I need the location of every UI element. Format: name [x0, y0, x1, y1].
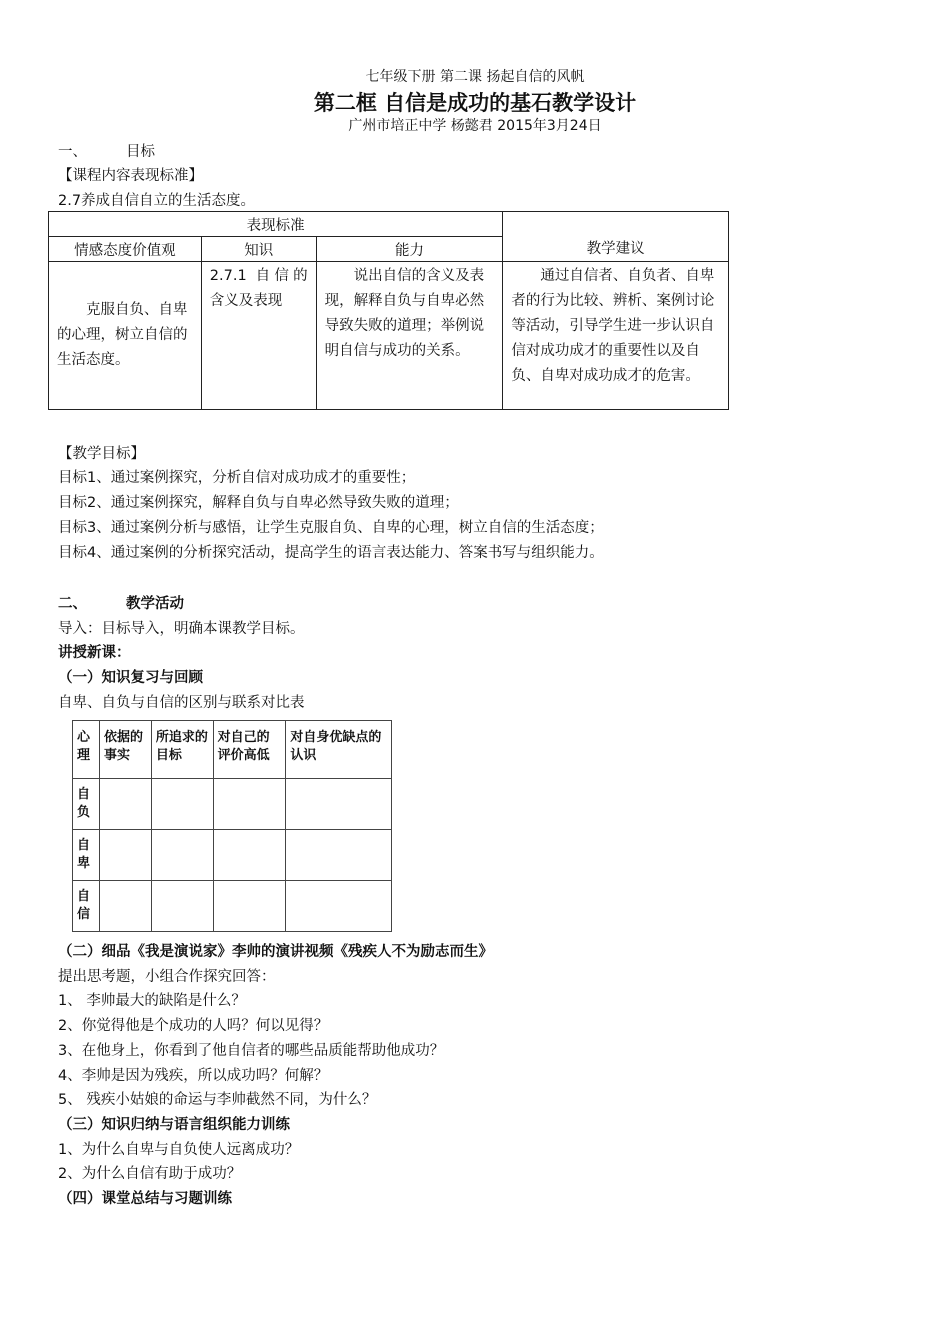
part2-prompt: 提出思考题，小组合作探究回答： [58, 969, 276, 985]
intro-text: 导入：目标导入，明确本课教学目标。 [58, 621, 305, 637]
question-item: 1、 李帅最大的缺陷是什么？ [58, 993, 246, 1009]
compare-cell [286, 830, 392, 881]
compare-row-label: 自负 [73, 779, 100, 830]
goals-label: 【教学目标】 [58, 446, 145, 462]
suggestion-header-cell [503, 212, 729, 262]
part1-caption: 自卑、自负与自信的区别与联系对比表 [58, 695, 305, 711]
question-item: 2、为什么自信有助于成功？ [58, 1166, 242, 1182]
compare-row-label: 自信 [73, 881, 100, 932]
group-header: 表现标准 [246, 217, 305, 234]
knowledge-header-cell [201, 237, 316, 262]
section1-heading: 目标 [126, 144, 155, 160]
compare-cell [99, 830, 151, 881]
knowledge-text: 2.7.1 自信的含义及表现 [209, 268, 308, 309]
emotion-text: 克服自负、自卑的心理，树立自信的生活态度。 [57, 302, 188, 368]
part1-title: （一）知识复习与回顾 [58, 670, 203, 686]
goal-item: 目标3、通过案例分析与感悟，让学生克服自负、自卑的心理，树立自信的生活态度； [58, 520, 604, 536]
suggestion-text: 通过自信者、自负者、自卑者的行为比较、辨析、案例讨论等活动，引导学生进一步认识自信对成功成才的重要性以及自负、自卑对成功成才的危害。 [511, 268, 715, 384]
suggestion-header: 教学建议 [586, 241, 645, 257]
comparison-table [72, 720, 392, 932]
part4-title: （四）课堂总结与习题训练 [58, 1191, 232, 1207]
ability-header: 能力 [394, 242, 424, 259]
knowledge-cell [201, 262, 316, 410]
section2-heading: 教学活动 [126, 596, 184, 612]
document-author-date: 广州市培正中学 杨懿君 2015年3月24日 [348, 118, 602, 134]
question-item: 5、 残疾小姑娘的命运与李帅截然不同，为什么？ [58, 1092, 377, 1108]
compare-cell [286, 779, 392, 830]
question-item: 2、你觉得他是个成功的人吗？何以见得？ [58, 1018, 329, 1034]
emotion-cell [49, 262, 202, 410]
compare-header-cell: 所追求的目标 [151, 721, 213, 779]
compare-header-cell: 对自己的评价高低 [213, 721, 286, 779]
document-title: 第二框 自信是成功的基石教学设计 [313, 91, 637, 115]
compare-cell [151, 779, 213, 830]
compare-cell [99, 881, 151, 932]
goal-item: 目标1、通过案例探究，分析自信对成功成才的重要性； [58, 470, 416, 486]
section2-number: 二、 [58, 596, 87, 612]
compare-header-cell: 对自身优缺点的认识 [286, 721, 392, 779]
ability-cell [316, 262, 503, 410]
suggestion-cell [503, 262, 729, 410]
standards-table [48, 211, 729, 410]
compare-cell [213, 830, 286, 881]
compare-cell [99, 779, 151, 830]
compare-cell [151, 881, 213, 932]
compare-cell [286, 881, 392, 932]
compare-header-cell: 依据的事实 [99, 721, 151, 779]
new-lesson-label: 讲授新课： [58, 645, 131, 661]
goal-item: 目标4、通过案例的分析探究活动，提高学生的语言表达能力、答案书写与组织能力。 [58, 545, 604, 561]
goal-item: 目标2、通过案例探究，解释自负与自卑必然导致失败的道理； [58, 495, 459, 511]
compare-header-cell: 心理 [73, 721, 100, 779]
part3-title: （三）知识归纳与语言组织能力训练 [58, 1117, 290, 1133]
emotion-header: 情感态度价值观 [74, 242, 176, 259]
emotion-header-cell [49, 237, 202, 262]
compare-cell [213, 881, 286, 932]
ability-text: 说出自信的含义及表现，解释自负与自卑必然导致失败的道理；举例说明自信与成功的关系。 [324, 268, 485, 359]
standard-item: 2.7养成自信自立的生活态度。 [58, 193, 256, 209]
compare-cell [151, 830, 213, 881]
ability-header-cell [316, 237, 503, 262]
part2-title: （二）细品《我是演说家》李帅的演讲视频《残疾人不为励志而生》 [58, 944, 493, 960]
section1-number: 一、 [58, 144, 87, 160]
question-item: 1、为什么自卑与自负使人远离成功？ [58, 1142, 300, 1158]
knowledge-header: 知识 [244, 242, 274, 259]
standards-label: 【课程内容表现标准】 [58, 168, 203, 184]
question-item: 3、在他身上，你看到了他自信者的哪些品质能帮助他成功？ [58, 1043, 445, 1059]
group-header-cell [49, 212, 503, 237]
compare-cell [213, 779, 286, 830]
compare-row-label: 自卑 [73, 830, 100, 881]
document-supertitle: 七年级下册 第二课 扬起自信的风帆 [365, 69, 585, 85]
question-item: 4、李帅是因为残疾，所以成功吗？何解？ [58, 1068, 329, 1084]
